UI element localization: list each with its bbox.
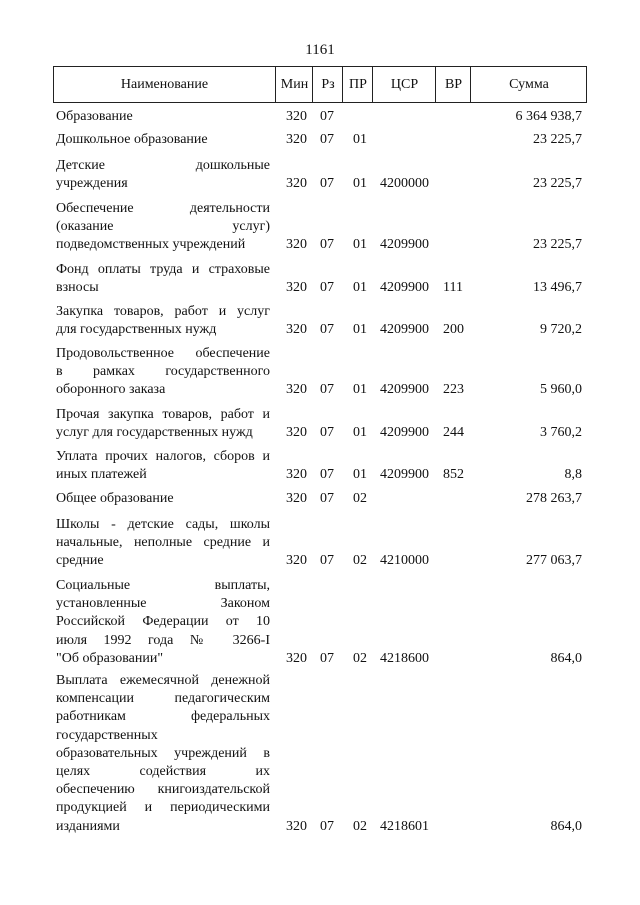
row-rz: 07	[320, 237, 334, 253]
row-rz: 07	[320, 491, 334, 506]
row-sum: 3 760,2	[540, 425, 582, 441]
row-name	[56, 261, 270, 297]
row-min: 320	[286, 818, 307, 834]
header-min: Мин	[275, 67, 313, 102]
row-vr: 852	[443, 467, 464, 483]
row-rz: 07	[320, 132, 334, 147]
row-min: 320	[286, 109, 307, 124]
row-name-line: изданиями	[56, 818, 120, 834]
row-csr: 4209900	[380, 322, 429, 338]
header-vr: ВР	[435, 67, 471, 102]
row-pr: 01	[353, 237, 367, 253]
row-rz: 07	[320, 322, 334, 338]
row-name	[56, 406, 270, 442]
row-name-line: Прочая закупка товаров, работ и	[56, 407, 270, 422]
row-name-line: июля 1992 года № 3266-I	[56, 632, 270, 648]
header-sum: Сумма	[470, 67, 587, 102]
row-name-line: образовательных учреждений в	[56, 745, 270, 761]
row-pr: 01	[353, 322, 367, 338]
row-pr: 02	[353, 491, 367, 506]
row-name-line: Образование	[56, 109, 133, 124]
row-name	[56, 157, 270, 193]
row-name-line: Дошкольное образование	[56, 132, 208, 147]
row-csr: 4209900	[380, 237, 429, 253]
header-csr: ЦСР	[372, 67, 436, 102]
row-name	[56, 131, 270, 149]
row-rz: 07	[320, 176, 334, 192]
row-name-line: учреждения	[56, 176, 128, 192]
row-name-line: Фонд оплаты труда и страховые	[56, 262, 270, 277]
row-pr: 01	[353, 467, 367, 483]
row-sum: 277 063,7	[526, 553, 582, 569]
row-name-line: оборонного заказа	[56, 382, 166, 398]
row-csr: 4209900	[380, 425, 429, 441]
row-pr: 01	[353, 280, 367, 296]
row-csr: 4218600	[380, 650, 429, 666]
row-name-line: иных платежей	[56, 467, 147, 483]
row-name-line: целях содействия их	[56, 764, 270, 780]
row-pr: 01	[353, 382, 367, 398]
row-name	[56, 672, 270, 836]
row-rz: 07	[320, 280, 334, 296]
row-sum: 23 225,7	[533, 176, 582, 192]
row-pr: 01	[353, 425, 367, 441]
row-name-line: Продовольственное обеспечение	[56, 346, 270, 361]
row-sum: 23 225,7	[533, 132, 582, 147]
row-vr: 223	[443, 382, 464, 398]
row-rz: 07	[320, 818, 334, 834]
row-rz: 07	[320, 650, 334, 666]
row-min: 320	[286, 425, 307, 441]
row-name-line: для государственных нужд	[56, 322, 217, 338]
row-rz: 07	[320, 425, 334, 441]
row-min: 320	[286, 322, 307, 338]
row-name	[56, 345, 270, 400]
row-min: 320	[286, 280, 307, 296]
row-csr: 4218601	[380, 818, 429, 834]
row-name-line: Общее образование	[56, 491, 174, 506]
row-rz: 07	[320, 382, 334, 398]
row-name-line: взносы	[56, 280, 99, 296]
row-name-line: Обеспечение деятельности	[56, 201, 270, 216]
row-name-line: подведомственных учреждений	[56, 237, 246, 253]
row-min: 320	[286, 650, 307, 666]
row-csr: 4200000	[380, 176, 429, 192]
row-min: 320	[286, 491, 307, 506]
row-name-line: установленные Законом	[56, 596, 270, 612]
row-name-line: начальные, неполные средние и	[56, 535, 270, 551]
row-name-line: "Об образовании"	[56, 650, 164, 666]
row-name	[56, 448, 270, 484]
row-name-line: в рамках государственного	[56, 364, 270, 380]
row-sum: 8,8	[564, 467, 582, 483]
row-min: 320	[286, 237, 307, 253]
row-name-line: (оказание услуг)	[56, 219, 270, 235]
row-pr: 01	[353, 176, 367, 192]
row-pr: 02	[353, 553, 367, 569]
row-sum: 5 960,0	[540, 382, 582, 398]
row-rz: 07	[320, 467, 334, 483]
row-sum: 9 720,2	[540, 322, 582, 338]
row-name-line: средние	[56, 553, 104, 569]
row-min: 320	[286, 176, 307, 192]
row-min: 320	[286, 467, 307, 483]
row-name-line: Школы - детские сады, школы	[56, 517, 270, 532]
row-name-line: компенсации педагогическим	[56, 691, 270, 707]
row-vr: 244	[443, 425, 464, 441]
row-pr: 01	[353, 132, 367, 147]
row-min: 320	[286, 553, 307, 569]
row-name-line: Российской Федерации от 10	[56, 614, 270, 630]
row-min: 320	[286, 132, 307, 147]
header-name: Наименование	[120, 76, 209, 92]
row-sum: 23 225,7	[533, 237, 582, 253]
row-csr: 4209900	[380, 467, 429, 483]
row-name	[56, 303, 270, 339]
row-name-line: Детские дошкольные	[56, 158, 270, 173]
row-csr: 4209900	[380, 382, 429, 398]
row-rz: 07	[320, 109, 334, 124]
row-name-line: государственных	[56, 727, 158, 743]
row-pr: 02	[353, 650, 367, 666]
row-csr: 4210000	[380, 553, 429, 569]
row-csr: 4209900	[380, 280, 429, 296]
row-name-line: Уплата прочих налогов, сборов и	[56, 449, 270, 464]
table-header	[53, 66, 587, 103]
row-sum: 278 263,7	[526, 491, 582, 506]
row-name	[56, 577, 270, 668]
row-sum: 6 364 938,7	[515, 109, 582, 124]
page-number: 1161	[305, 42, 335, 58]
row-name	[56, 108, 270, 126]
row-rz: 07	[320, 553, 334, 569]
row-name-line: услуг для государственных нужд	[56, 425, 253, 441]
row-name-line: работникам федеральных	[56, 709, 270, 725]
row-sum: 864,0	[550, 818, 582, 834]
row-name	[56, 490, 270, 508]
row-name-line: обеспечению книгоиздательской	[56, 782, 270, 798]
row-sum: 13 496,7	[533, 280, 582, 296]
header-pr: ПР	[342, 67, 373, 102]
row-name-line: продукцией и периодическими	[56, 800, 270, 816]
row-name	[56, 516, 270, 571]
row-sum: 864,0	[550, 650, 582, 666]
row-name-line: Социальные выплаты,	[56, 578, 270, 593]
row-name-line: Закупка товаров, работ и услуг	[56, 304, 270, 319]
row-vr: 200	[443, 322, 464, 338]
row-name-line: Выплата ежемесячной денежной	[56, 673, 270, 688]
row-min: 320	[286, 382, 307, 398]
header-rz: Рз	[312, 67, 343, 102]
row-name	[56, 200, 270, 255]
row-pr: 02	[353, 818, 367, 834]
row-vr: 111	[443, 280, 463, 296]
